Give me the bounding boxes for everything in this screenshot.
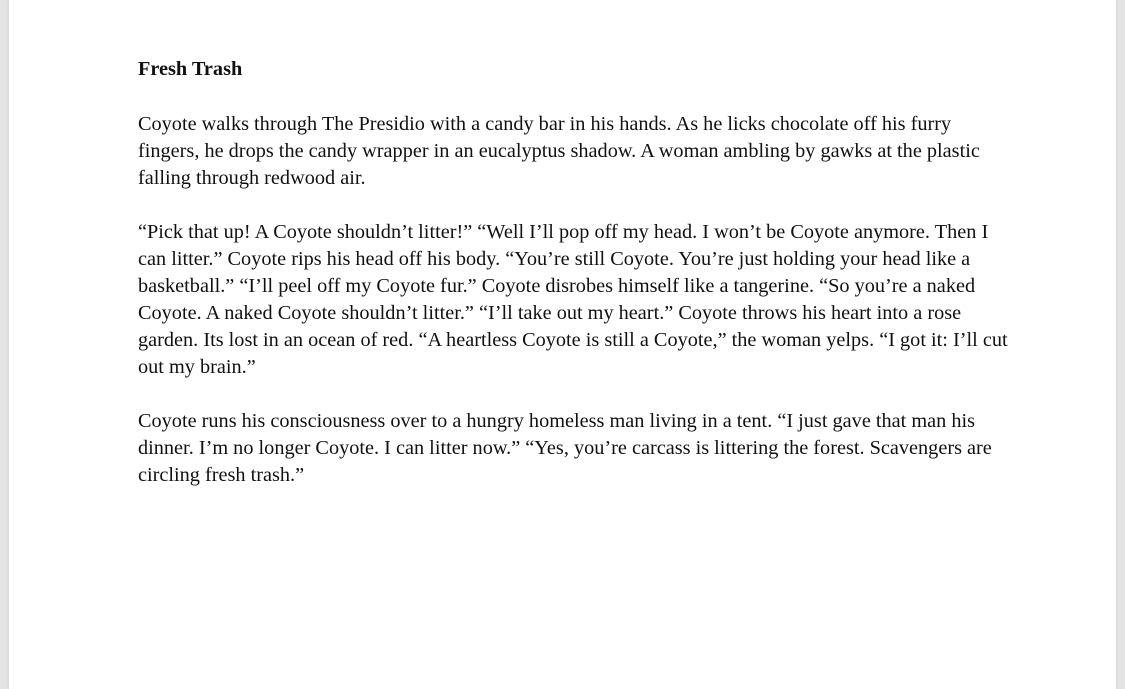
paragraph-3: Coyote runs his consciousness over to a hungry homeless man living in a tent. “I just gave that man his dinner. I’m no longer Coyote. I can litter now.” “Yes, you’re carcass is littering the forest. Scavengers are circling fresh trash.” [138,410,992,486]
paragraph-2: “Pick that up! A Coyote shouldn’t litter!” “Well I’ll pop off my head. I won’t be Coyote anymore. Then I can litter.” Coyote rips his head off his body. “You’re still Coyote. You’re just holding your head like a basketball.” “I’ll peel off my Coyote fur.” Coyote disrobes himself like a tangerine. “So you’re a naked Coyote. A naked Coyote shouldn’t litter.” “I’ll take out my heart.” Coyote throws his heart into a rose garden. Its lost in an ocean of red. “A heartless Coyote is still a Coyote,” the woman yelps. “I got it: I’ll cut out my brain.” [138,221,1008,378]
paragraph-1: Coyote walks through The Presidio with a candy bar in his hands. As he licks chocolate off his furry fingers, he drops the candy wrapper in an eucalyptus shadow. A woman ambling by gawks at the plastic falling through redwood air. [138,113,980,189]
document-title: Fresh Trash [138,58,243,80]
page-content [138,56,1008,516]
document-page [9,0,1116,689]
